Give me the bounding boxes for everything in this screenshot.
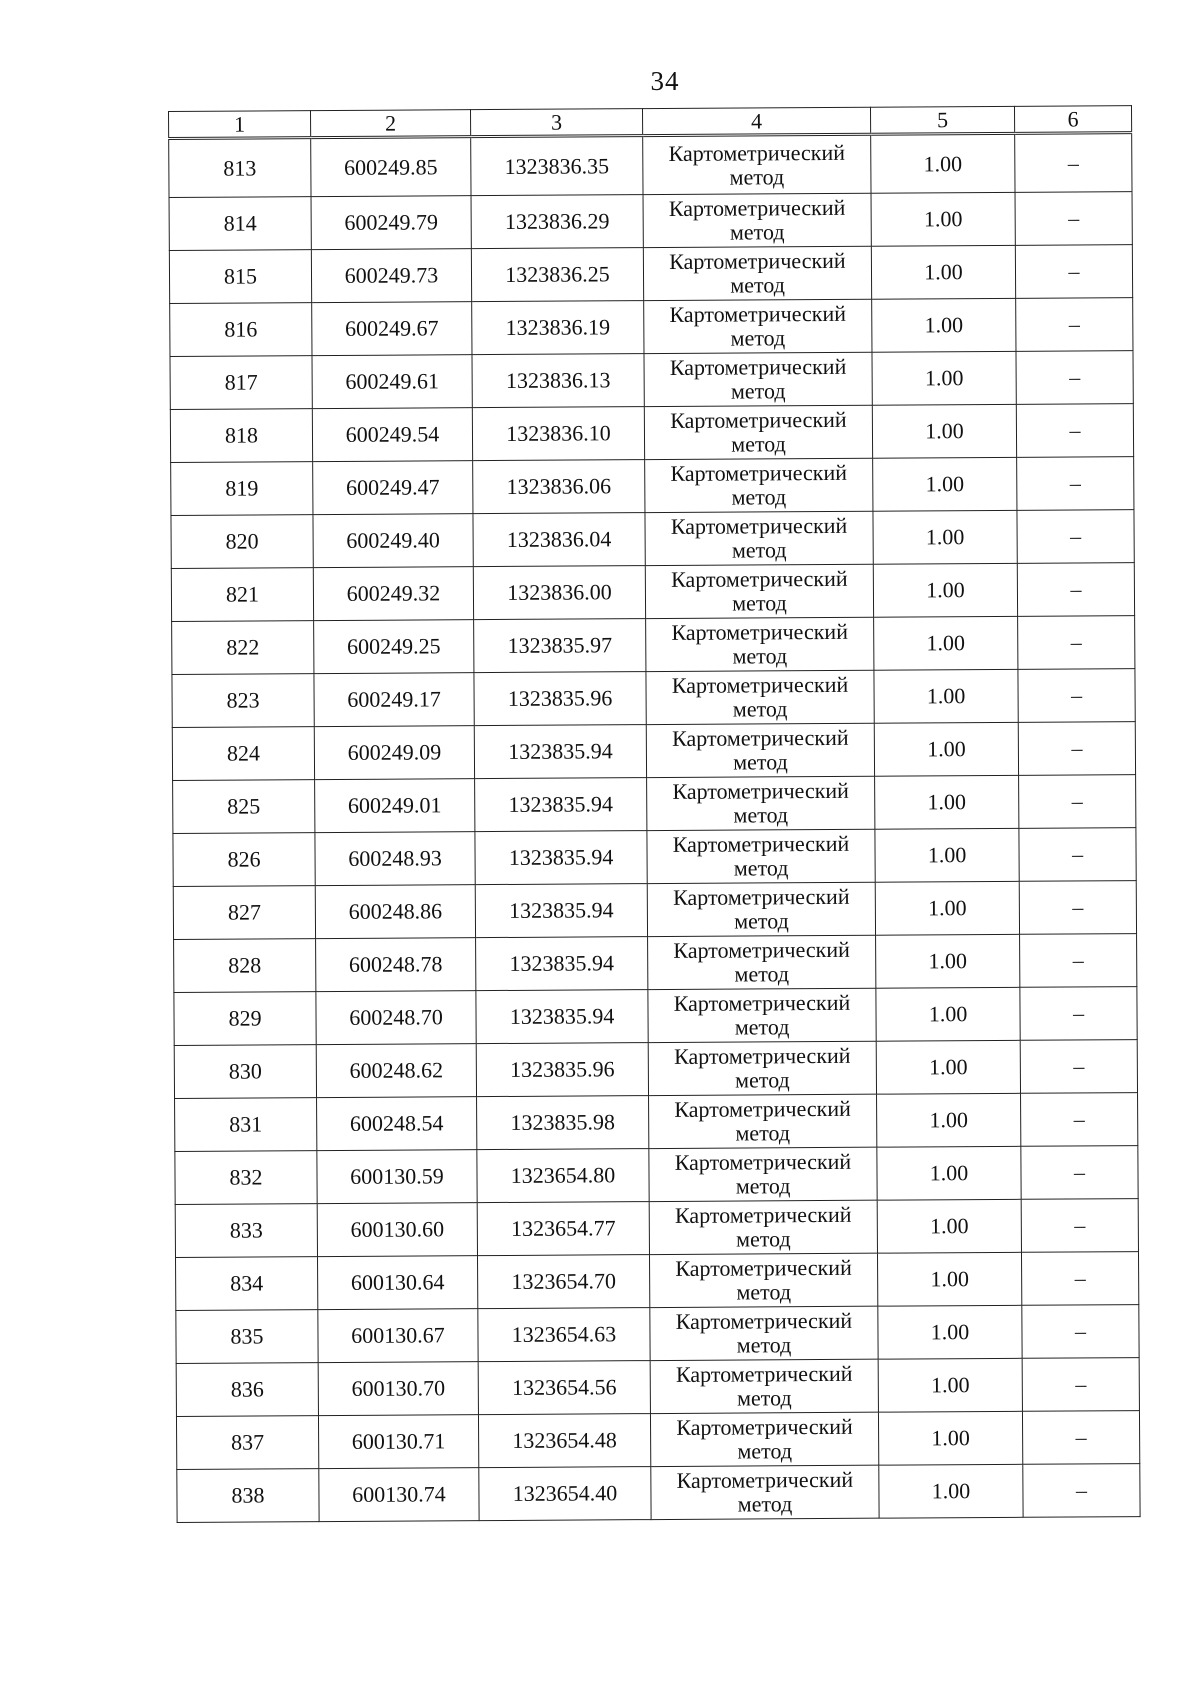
- accuracy-cell: 1.00: [871, 192, 1015, 246]
- accuracy-cell: 1.00: [875, 775, 1019, 829]
- method-cell: [648, 988, 876, 1042]
- table-row: [176, 1305, 1139, 1364]
- method-cell: [648, 1041, 876, 1095]
- note-cell: –: [1015, 245, 1132, 299]
- note-cell: –: [1015, 133, 1132, 193]
- accuracy-cell: 1.00: [871, 245, 1015, 299]
- point-number-cell: 815: [169, 250, 311, 304]
- method-line-2: метод: [729, 163, 785, 190]
- method-line-1: Картометрический: [672, 777, 849, 804]
- method-line-1: Картометрический: [669, 353, 847, 380]
- header-cell: 6: [1014, 106, 1131, 134]
- method-line-1: Картометрический: [670, 459, 848, 486]
- x-coordinate-cell: 600249.85: [311, 137, 471, 197]
- method-line-1: Картометрический: [672, 830, 850, 857]
- point-number-cell: 818: [170, 409, 312, 463]
- accuracy-cell: 1.00: [874, 722, 1018, 776]
- method-cell: [647, 776, 875, 830]
- accuracy-cell: 1.00: [876, 987, 1020, 1041]
- method-line-2: метод: [732, 696, 788, 722]
- accuracy-cell: 1.00: [875, 881, 1019, 935]
- method-cell: [646, 723, 874, 777]
- note-cell: –: [1022, 1305, 1139, 1359]
- x-coordinate-cell: 600248.70: [316, 991, 476, 1045]
- accuracy-cell: 1.00: [876, 934, 1020, 988]
- method-line-1: Картометрический: [674, 1148, 852, 1175]
- y-coordinate-cell: 1323835.94: [474, 725, 646, 779]
- accuracy-cell: 1.00: [878, 1358, 1022, 1412]
- method-cell: [650, 1306, 878, 1360]
- table-row: [173, 828, 1136, 887]
- point-number-cell: 824: [172, 727, 314, 781]
- method-line-1: Картометрический: [671, 565, 848, 592]
- x-coordinate-cell: 600130.71: [318, 1415, 478, 1469]
- note-cell: –: [1018, 616, 1135, 670]
- method-line-1: Картометрический: [671, 618, 849, 645]
- point-number-cell: 837: [176, 1416, 318, 1470]
- y-coordinate-cell: 1323835.94: [475, 831, 647, 885]
- method-line-2: метод: [732, 643, 788, 669]
- y-coordinate-cell: 1323835.94: [476, 990, 648, 1044]
- note-cell: –: [1019, 775, 1136, 829]
- method-line-1: Картометрический: [672, 883, 850, 910]
- note-cell: –: [1016, 298, 1133, 352]
- table-row: [169, 192, 1132, 251]
- point-number-cell: 830: [174, 1045, 316, 1099]
- header-cell: 5: [870, 106, 1014, 134]
- point-number-cell: 817: [170, 356, 312, 410]
- y-coordinate-cell: 1323836.10: [472, 407, 644, 461]
- x-coordinate-cell: 600249.61: [312, 355, 472, 409]
- method-line-2: метод: [734, 908, 789, 934]
- header-cell: 3: [470, 109, 642, 137]
- accuracy-cell: 1.00: [875, 828, 1019, 882]
- method-line-1: Картометрический: [673, 936, 850, 963]
- y-coordinate-cell: 1323836.19: [472, 301, 644, 355]
- x-coordinate-cell: 600249.54: [312, 408, 472, 462]
- point-number-cell: 819: [171, 462, 313, 516]
- table-row: [169, 133, 1132, 198]
- method-line-2: метод: [736, 1279, 792, 1305]
- accuracy-cell: 1.00: [876, 1040, 1020, 1094]
- note-cell: –: [1015, 192, 1132, 246]
- y-coordinate-cell: 1323836.13: [472, 354, 644, 408]
- method-line-1: Картометрический: [669, 300, 847, 327]
- y-coordinate-cell: 1323836.06: [473, 460, 645, 514]
- note-cell: –: [1019, 828, 1136, 882]
- point-number-cell: 825: [173, 780, 315, 834]
- method-cell: [646, 670, 874, 724]
- table-row: [171, 510, 1134, 569]
- accuracy-cell: 1.00: [877, 1146, 1021, 1200]
- method-cell: [647, 882, 875, 936]
- method-cell: [647, 829, 875, 883]
- method-line-1: Картометрический: [675, 1307, 853, 1334]
- note-cell: –: [1018, 669, 1135, 723]
- table-row: [171, 563, 1134, 622]
- x-coordinate-cell: 600130.59: [317, 1150, 477, 1204]
- x-coordinate-cell: 600249.01: [315, 779, 475, 833]
- note-cell: –: [1021, 1093, 1138, 1147]
- method-cell: [649, 1094, 877, 1148]
- note-cell: –: [1022, 1411, 1139, 1465]
- note-cell: –: [1016, 404, 1133, 458]
- table-row: [172, 669, 1135, 728]
- table-row: [172, 722, 1135, 781]
- method-line-2: метод: [736, 1226, 791, 1252]
- point-number-cell: 820: [171, 515, 313, 569]
- x-coordinate-cell: 600249.40: [313, 514, 473, 568]
- method-line-2: метод: [737, 1491, 793, 1517]
- y-coordinate-cell: 1323835.94: [476, 937, 648, 991]
- point-number-cell: 836: [176, 1363, 318, 1417]
- table-row: [171, 457, 1134, 516]
- accuracy-cell: 1.00: [874, 669, 1018, 723]
- method-line-2: метод: [733, 749, 788, 775]
- note-cell: –: [1020, 1040, 1137, 1094]
- x-coordinate-cell: 600248.93: [315, 832, 475, 886]
- method-cell: [644, 405, 872, 459]
- y-coordinate-cell: 1323835.94: [475, 778, 647, 832]
- table-row: [170, 298, 1133, 357]
- y-coordinate-cell: 1323654.77: [477, 1202, 649, 1256]
- y-coordinate-cell: 1323835.94: [475, 884, 647, 938]
- point-number-cell: 813: [169, 138, 311, 198]
- method-line-2: метод: [731, 431, 786, 457]
- table-row: [176, 1358, 1139, 1417]
- point-number-cell: 822: [172, 621, 314, 675]
- note-cell: –: [1017, 563, 1134, 617]
- method-line-1: Картометрический: [673, 989, 851, 1016]
- y-coordinate-cell: 1323835.96: [476, 1043, 648, 1097]
- x-coordinate-cell: 600249.09: [314, 726, 474, 780]
- x-coordinate-cell: 600248.62: [316, 1044, 476, 1098]
- accuracy-cell: 1.00: [873, 563, 1017, 617]
- note-cell: –: [1021, 1199, 1138, 1253]
- point-number-cell: 821: [171, 568, 313, 622]
- method-cell: [645, 458, 873, 512]
- table-row: [177, 1464, 1140, 1523]
- point-number-cell: 835: [176, 1310, 318, 1364]
- note-cell: –: [1019, 881, 1136, 935]
- table-row: [172, 616, 1135, 675]
- note-cell: –: [1023, 1464, 1140, 1518]
- accuracy-cell: 1.00: [872, 351, 1016, 405]
- table-row: [169, 245, 1132, 304]
- method-cell: [646, 617, 874, 671]
- y-coordinate-cell: 1323654.70: [477, 1255, 649, 1309]
- table-row: [175, 1146, 1138, 1205]
- table-row: [175, 1199, 1138, 1258]
- method-line-2: метод: [730, 378, 786, 404]
- x-coordinate-cell: 600130.74: [319, 1468, 479, 1522]
- note-cell: –: [1016, 351, 1133, 405]
- y-coordinate-cell: 1323654.48: [478, 1414, 650, 1468]
- table-row: [174, 987, 1137, 1046]
- method-line-2: метод: [731, 537, 787, 563]
- x-coordinate-cell: 600248.86: [315, 885, 475, 939]
- method-line-1: Картометрический: [671, 671, 849, 698]
- method-line-2: метод: [735, 1173, 791, 1199]
- method-line-2: метод: [731, 484, 787, 510]
- note-cell: –: [1021, 1146, 1138, 1200]
- y-coordinate-cell: 1323836.25: [471, 248, 643, 302]
- accuracy-cell: 1.00: [874, 616, 1018, 670]
- method-line-2: метод: [736, 1385, 792, 1411]
- point-number-cell: 833: [175, 1204, 317, 1258]
- table-row: [170, 351, 1133, 410]
- method-line-1: Картометрический: [668, 194, 846, 221]
- method-line-2: метод: [735, 1067, 790, 1093]
- method-line-2: метод: [734, 1014, 790, 1040]
- note-cell: –: [1022, 1358, 1139, 1412]
- method-line-2: метод: [737, 1438, 793, 1464]
- page-number: 34: [650, 66, 680, 96]
- header-cell: 4: [642, 107, 870, 135]
- method-line-1: Картометрический: [676, 1413, 853, 1440]
- accuracy-cell: 1.00: [878, 1411, 1022, 1465]
- x-coordinate-cell: 600249.25: [314, 620, 474, 674]
- point-number-cell: 814: [169, 197, 311, 251]
- method-line-1: Картометрический: [675, 1254, 852, 1281]
- method-line-2: метод: [736, 1332, 792, 1358]
- x-coordinate-cell: 600248.78: [316, 938, 476, 992]
- x-coordinate-cell: 600249.47: [313, 461, 473, 515]
- point-number-cell: 832: [175, 1151, 317, 1205]
- note-cell: –: [1020, 987, 1137, 1041]
- point-number-cell: 829: [174, 992, 316, 1046]
- x-coordinate-cell: 600249.73: [311, 249, 471, 303]
- method-cell: [645, 511, 873, 565]
- accuracy-cell: 1.00: [877, 1093, 1021, 1147]
- accuracy-cell: 1.00: [877, 1252, 1021, 1306]
- y-coordinate-cell: 1323654.80: [477, 1149, 649, 1203]
- x-coordinate-cell: 600249.79: [311, 196, 471, 250]
- table-row: [176, 1252, 1139, 1311]
- point-number-cell: 831: [175, 1098, 317, 1152]
- x-coordinate-cell: 600130.70: [318, 1362, 478, 1416]
- y-coordinate-cell: 1323836.00: [473, 566, 645, 620]
- method-line-1: Картометрический: [673, 1042, 851, 1069]
- table-row: [173, 775, 1136, 834]
- method-line-2: метод: [729, 219, 785, 245]
- y-coordinate-cell: 1323836.04: [473, 513, 645, 567]
- method-cell: [644, 299, 872, 353]
- point-number-cell: 826: [173, 833, 315, 887]
- method-line-2: метод: [734, 961, 790, 987]
- x-coordinate-cell: 600130.60: [317, 1203, 477, 1257]
- header-cell: 2: [311, 110, 471, 138]
- method-line-2: метод: [733, 802, 789, 828]
- method-line-1: Картометрический: [670, 406, 847, 433]
- method-cell: [649, 1253, 877, 1307]
- method-cell: [643, 246, 871, 300]
- y-coordinate-cell: 1323654.40: [479, 1467, 651, 1521]
- y-coordinate-cell: 1323836.29: [471, 195, 643, 249]
- method-cell: [650, 1412, 878, 1466]
- y-coordinate-cell: 1323835.96: [474, 672, 646, 726]
- accuracy-cell: 1.00: [879, 1464, 1023, 1518]
- method-line-1: Картометрический: [676, 1466, 854, 1493]
- point-number-cell: 834: [176, 1257, 318, 1311]
- point-number-cell: 827: [173, 886, 315, 940]
- accuracy-cell: 1.00: [878, 1305, 1022, 1359]
- table-row: [176, 1411, 1139, 1470]
- method-cell: [651, 1465, 879, 1519]
- accuracy-cell: 1.00: [871, 133, 1015, 193]
- note-cell: –: [1017, 457, 1134, 511]
- x-coordinate-cell: 600249.32: [313, 567, 473, 621]
- table-row: [170, 404, 1133, 463]
- note-cell: –: [1017, 510, 1134, 564]
- table-row: [174, 1040, 1137, 1099]
- method-cell: [649, 1147, 877, 1201]
- method-cell: [644, 352, 872, 406]
- x-coordinate-cell: 600249.17: [314, 673, 474, 727]
- y-coordinate-cell: 1323654.56: [478, 1361, 650, 1415]
- method-cell: [643, 193, 871, 247]
- y-coordinate-cell: 1323835.98: [477, 1096, 649, 1150]
- accuracy-cell: 1.00: [872, 298, 1016, 352]
- table-row: [173, 881, 1136, 940]
- note-cell: –: [1020, 934, 1137, 988]
- point-number-cell: 823: [172, 674, 314, 728]
- method-line-2: метод: [730, 272, 785, 298]
- method-line-2: метод: [733, 855, 789, 881]
- point-number-cell: 838: [177, 1469, 319, 1523]
- method-cell: [650, 1359, 878, 1413]
- x-coordinate-cell: 600130.64: [318, 1256, 478, 1310]
- method-line-1: Картометрический: [668, 139, 846, 166]
- method-cell: [645, 564, 873, 618]
- method-line-1: Картометрический: [675, 1360, 853, 1387]
- point-number-cell: 816: [170, 303, 312, 357]
- method-line-1: Картометрический: [670, 512, 848, 539]
- table-row: [175, 1093, 1138, 1152]
- table-row: [174, 934, 1137, 993]
- method-line-2: метод: [732, 590, 787, 616]
- accuracy-cell: 1.00: [877, 1199, 1021, 1253]
- table-body: [169, 133, 1140, 1523]
- method-line-1: Картометрический: [674, 1201, 852, 1228]
- accuracy-cell: 1.00: [872, 404, 1016, 458]
- note-cell: –: [1018, 722, 1135, 776]
- method-line-1: Картометрический: [669, 247, 846, 274]
- method-cell: [643, 134, 871, 194]
- method-line-2: метод: [735, 1120, 791, 1146]
- note-cell: –: [1021, 1252, 1138, 1306]
- point-number-cell: 828: [174, 939, 316, 993]
- method-cell: [649, 1200, 877, 1254]
- header-cell: 1: [169, 111, 311, 139]
- x-coordinate-cell: 600248.54: [317, 1097, 477, 1151]
- method-line-1: Картометрический: [674, 1095, 851, 1122]
- y-coordinate-cell: 1323835.97: [474, 619, 646, 673]
- method-cell: [648, 935, 876, 989]
- x-coordinate-cell: 600249.67: [312, 302, 472, 356]
- accuracy-cell: 1.00: [873, 510, 1017, 564]
- y-coordinate-cell: 1323654.63: [478, 1308, 650, 1362]
- method-line-1: Картометрический: [672, 724, 849, 751]
- coordinates-table: [168, 105, 1141, 1523]
- method-line-2: метод: [730, 325, 786, 351]
- x-coordinate-cell: 600130.67: [318, 1309, 478, 1363]
- accuracy-cell: 1.00: [873, 457, 1017, 511]
- y-coordinate-cell: 1323836.35: [471, 136, 643, 196]
